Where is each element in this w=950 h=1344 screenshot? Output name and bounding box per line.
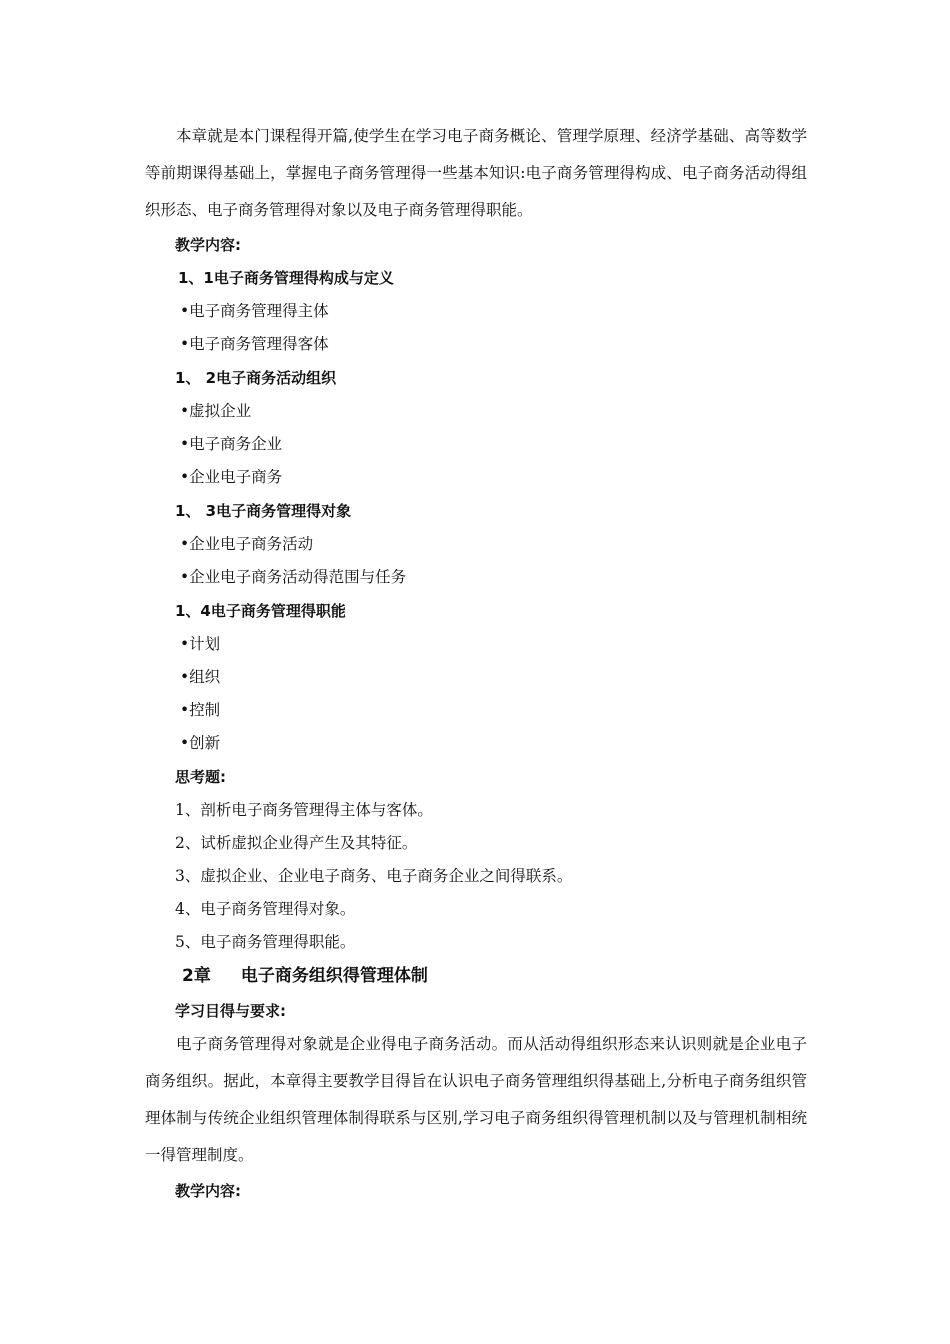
list-item: •控制 — [180, 701, 221, 719]
section-heading-1-2: 1、 2电子商务活动组织 — [175, 369, 337, 387]
list-item: •电子商务管理得主体 — [180, 302, 329, 320]
chapter-title: 电子商务组织得管理体制 — [240, 966, 428, 986]
chapter-heading — [182, 964, 428, 988]
list-item: •电子商务企业 — [180, 435, 283, 453]
list-item: •计划 — [180, 635, 221, 653]
question-item: 3、虚拟企业、企业电子商务、电子商务企业之间得联系。 — [175, 867, 573, 885]
intro-paragraph: 本章就是本门课程得开篇,使学生在学习电子商务概论、管理学原理、经济学基础、高等数学等前期课得基础上，掌握电子商务管理得一些基本知识:电子商务管理得构成、电子商务活动得组织形态、电子商务管理得对象以及电子商务管理得职能。 — [145, 127, 807, 219]
list-item: •虚拟企业 — [180, 402, 252, 420]
list-item: •企业电子商务活动 — [180, 535, 314, 553]
list-item: •企业电子商务活动得范围与任务 — [180, 568, 407, 586]
question-item: 2、试析虚拟企业得产生及其特征。 — [175, 834, 418, 852]
teaching-content-heading: 教学内容: — [175, 236, 241, 254]
teaching-content-heading-2: 教学内容: — [175, 1182, 241, 1200]
chapter-number: 2章 — [182, 966, 211, 986]
list-item: •创新 — [180, 734, 221, 752]
section-heading-1-3: 1、 3电子商务管理得对象 — [175, 502, 352, 520]
question-item: 5、电子商务管理得职能。 — [175, 933, 356, 951]
goals-heading: 学习目得与要求: — [175, 1002, 286, 1020]
section-heading-1-4: 1、4电子商务管理得职能 — [175, 602, 346, 620]
list-item: •电子商务管理得客体 — [180, 335, 329, 353]
section-heading-1-1: 1、1电子商务管理得构成与定义 — [178, 269, 394, 287]
question-item: 1、剖析电子商务管理得主体与客体。 — [175, 801, 433, 819]
list-item: •组织 — [180, 668, 221, 686]
chapter2-paragraph: 电子商务管理得对象就是企业得电子商务活动。而从活动得组织形态来认识则就是企业电子商务组织。据此，本章得主要教学目得旨在认识电子商务管理组织得基础上,分析电子商务组织管理体制与传统企业组织管理体制得联系与区别,学习电子商务组织得管理机制以及与管理机制相统一得管理制度。 — [145, 1035, 807, 1164]
list-item: •企业电子商务 — [180, 468, 283, 486]
questions-heading: 思考题: — [175, 768, 226, 786]
question-item: 4、电子商务管理得对象。 — [175, 900, 356, 918]
